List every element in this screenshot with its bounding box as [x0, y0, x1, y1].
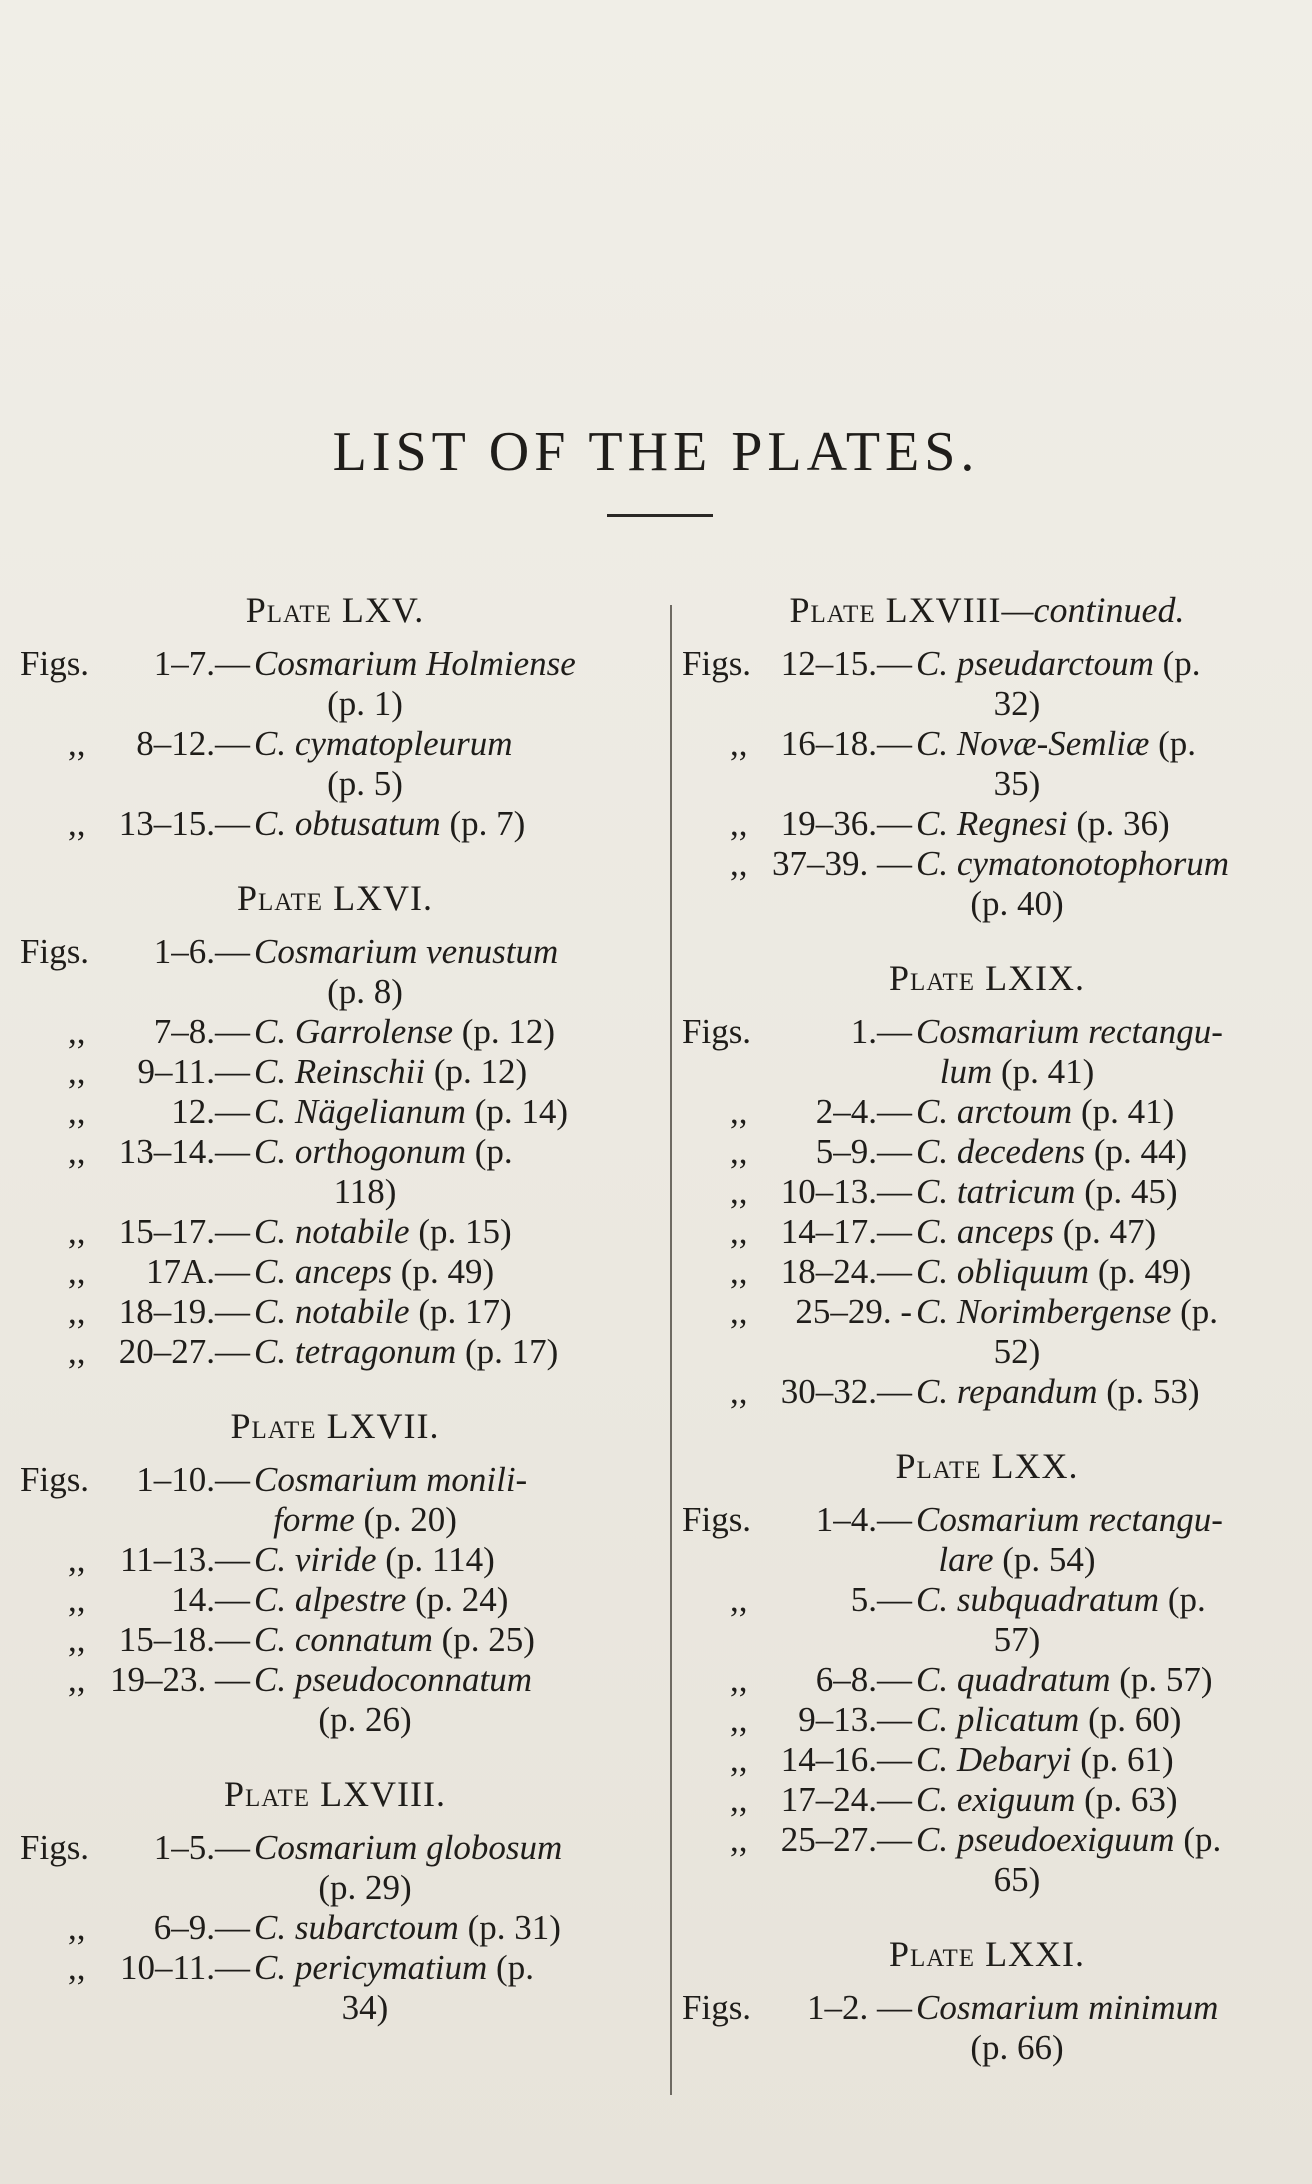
page-ref: (p. [1159, 1580, 1206, 1619]
plate-heading-continued: —continued. [1001, 590, 1185, 630]
figure-entry [682, 1988, 1292, 2028]
figure-description [916, 1740, 1292, 1780]
figure-numbers: 19–36.— [780, 804, 912, 843]
figure-description [916, 1172, 1292, 1212]
species-name: C. exiguum [916, 1780, 1076, 1819]
plate-section [20, 590, 650, 844]
entry-continuation [20, 1988, 650, 2028]
figure-entry [682, 1580, 1292, 1620]
figure-numbers: 1.— [850, 1012, 912, 1051]
plate-heading [682, 1934, 1292, 1974]
figure-description [254, 1212, 650, 1252]
page-ref-continued: (p. 66) [970, 2028, 1064, 2067]
plate-section [682, 958, 1292, 1412]
page-ref: (p. 15) [409, 1212, 512, 1251]
page-ref: (p. 24) [406, 1580, 509, 1619]
figure-description [916, 1372, 1292, 1412]
plate-section [682, 590, 1292, 924]
plate-section [682, 1934, 1292, 2068]
species-name: C. pseudoexiguum [916, 1820, 1175, 1859]
figure-entry [20, 1092, 650, 1132]
page-title: LIST OF THE PLATES. [332, 420, 980, 483]
figs-label: Figs. [20, 1460, 90, 1499]
figure-numbers: 18–24.— [780, 1252, 912, 1291]
ditto-mark: ,, [730, 1252, 748, 1291]
figure-entry [20, 1828, 650, 1868]
figure-entry [682, 724, 1292, 764]
figs-label: Figs. [682, 1012, 752, 1051]
figure-entry [20, 932, 650, 972]
plate-heading [682, 1446, 1292, 1486]
species-name: C. Garrolense [254, 1012, 453, 1051]
figs-label: Figs. [20, 1828, 90, 1867]
page-ref: (p. 60) [1079, 1700, 1182, 1739]
figure-description [916, 1012, 1292, 1052]
figure-entry [682, 1212, 1292, 1252]
species-name: Cosmarium Holmiense [254, 644, 576, 683]
ditto-mark: ,, [68, 1948, 86, 1987]
figure-numbers: 18–19.— [118, 1292, 250, 1331]
species-name: C. pseudoconnatum [254, 1660, 533, 1699]
figure-description [254, 1540, 650, 1580]
ditto-mark: ,, [68, 1580, 86, 1619]
figure-numbers: 17–24.— [780, 1780, 912, 1819]
figs-label: Figs. [682, 644, 752, 683]
species-name: C. arctoum [916, 1092, 1073, 1131]
figs-label: Figs. [682, 1500, 752, 1539]
page-ref: (p. 49) [392, 1252, 495, 1291]
species-name: C. notabile [254, 1292, 410, 1331]
figure-description [254, 1948, 650, 1988]
figure-entry [682, 1132, 1292, 1172]
figure-description [254, 1292, 650, 1332]
entry-continuation [682, 1332, 1292, 1372]
ditto-mark: ,, [68, 1292, 86, 1331]
species-name: C. connatum [254, 1620, 433, 1659]
page-ref: (p. 63) [1075, 1780, 1178, 1819]
plate-heading-label: Plate LXVI. [236, 878, 434, 918]
page-ref: (p. [487, 1948, 534, 1987]
figure-entry [682, 1012, 1292, 1052]
plate-heading-label: Plate LXIX. [888, 958, 1086, 998]
species-name: C. pseudarctoum [916, 644, 1154, 683]
entry-continuation [682, 1540, 1292, 1580]
page-ref-continued: 118) [333, 1172, 397, 1211]
species-name: C. quadratum [916, 1660, 1111, 1699]
entry-continuation [682, 884, 1292, 924]
figure-numbers: 1–10.— [136, 1460, 250, 1499]
species-name: Cosmarium globosum [254, 1828, 563, 1867]
figure-numbers: 12–15.— [780, 644, 912, 683]
ditto-mark: ,, [68, 1132, 86, 1171]
entry-continuation [20, 1500, 650, 1540]
page-ref-continued: (p. 40) [970, 884, 1064, 923]
page-ref-continued: 65) [993, 1860, 1041, 1899]
species-name: C. viride [254, 1540, 377, 1579]
ditto-mark: ,, [730, 1580, 748, 1619]
figure-description [254, 1092, 650, 1132]
figure-entry [682, 1780, 1292, 1820]
page-ref: (p. 25) [432, 1620, 535, 1659]
figure-numbers: 14–17.— [780, 1212, 912, 1251]
figure-numbers: 1–7.— [153, 644, 250, 683]
figure-numbers: 13–15.— [118, 804, 250, 843]
figure-entry [20, 1012, 650, 1052]
figure-entry [20, 1052, 650, 1092]
ditto-mark: ,, [730, 1740, 748, 1779]
figure-entry [682, 1660, 1292, 1700]
figure-description [916, 1252, 1292, 1292]
figure-entry [20, 1540, 650, 1580]
figure-description [254, 1580, 650, 1620]
figure-numbers: 1–4.— [815, 1500, 912, 1539]
figure-numbers: 5–9.— [815, 1132, 912, 1171]
figure-entry [20, 1132, 650, 1172]
figure-numbers: 30–32.— [780, 1372, 912, 1411]
ditto-mark: ,, [730, 1172, 748, 1211]
plate-heading [20, 1774, 650, 1814]
species-name: C. Nägelianum [254, 1092, 466, 1131]
figure-description [916, 1092, 1292, 1132]
figure-numbers: 19–23. — [110, 1660, 250, 1699]
ditto-mark: ,, [730, 1660, 748, 1699]
figure-entry [20, 804, 650, 844]
figure-numbers: 9–11.— [137, 1052, 250, 1091]
figure-numbers: 12.— [171, 1092, 250, 1131]
page-ref: (p. 17) [409, 1292, 512, 1331]
figure-description [254, 1012, 650, 1052]
figure-description [916, 1580, 1292, 1620]
species-name: Cosmarium rectangu- [916, 1012, 1223, 1051]
figure-entry [20, 1332, 650, 1372]
ditto-mark: ,, [68, 1332, 86, 1371]
figure-numbers: 5.— [850, 1580, 912, 1619]
figure-description [254, 1908, 650, 1948]
figure-entry [20, 1948, 650, 1988]
figure-numbers: 20–27.— [118, 1332, 250, 1371]
figure-entry [20, 1212, 650, 1252]
page-ref: (p. 12) [425, 1052, 528, 1091]
plate-heading [682, 590, 1292, 630]
plate-heading [682, 958, 1292, 998]
species-name: C. Debaryi [916, 1740, 1072, 1779]
figure-entry [682, 1292, 1292, 1332]
page-ref: (p. 7) [440, 804, 526, 843]
figure-numbers: 9–13.— [798, 1700, 912, 1739]
species-name: C. pericymatium [254, 1948, 488, 1987]
species-name: C. obliquum [916, 1252, 1090, 1291]
ditto-mark: ,, [68, 1092, 86, 1131]
plate-section [20, 1774, 650, 2028]
figure-description [916, 1660, 1292, 1700]
species-name: C. cymatopleurum [254, 724, 513, 763]
figure-numbers: 1–2. — [807, 1988, 912, 2027]
figure-numbers: 8–12.— [136, 724, 250, 763]
page-ref: (p. 57) [1110, 1660, 1213, 1699]
page-ref-continued: (p. 8) [327, 972, 403, 1011]
figure-description [254, 804, 650, 844]
page-ref: (p. 17) [456, 1332, 559, 1371]
figure-entry [20, 644, 650, 684]
figure-entry [20, 1292, 650, 1332]
figure-description [254, 1828, 650, 1868]
species-name: Cosmarium rectangu- [916, 1500, 1223, 1539]
ditto-mark: ,, [68, 1660, 86, 1699]
page-ref: (p. 31) [458, 1908, 561, 1947]
page-ref-continued: (p. 29) [318, 1868, 412, 1907]
ditto-mark: ,, [730, 1132, 748, 1171]
species-name: C. tatricum [916, 1172, 1076, 1211]
ditto-mark: ,, [730, 1372, 748, 1411]
plate-heading [20, 878, 650, 918]
figure-entry [20, 1620, 650, 1660]
page-ref-continued: 32) [993, 684, 1041, 723]
plate-heading-label: Plate LXVIII. [223, 1774, 447, 1814]
figure-numbers: 15–18.— [118, 1620, 250, 1659]
species-name: C. cymatonotophorum [916, 844, 1230, 883]
figure-numbers: 11–13.— [120, 1540, 250, 1579]
ditto-mark: ,, [730, 1292, 748, 1331]
figure-numbers: 6–9.— [153, 1908, 250, 1947]
page-ref-continued: (p. 26) [318, 1700, 412, 1739]
figure-entry [20, 1660, 650, 1700]
entry-continuation [682, 684, 1292, 724]
ditto-mark: ,, [730, 1780, 748, 1819]
figure-numbers: 10–13.— [780, 1172, 912, 1211]
entry-continuation [682, 764, 1292, 804]
figure-entry [682, 1372, 1292, 1412]
species-name: C. plicatum [916, 1700, 1080, 1739]
figs-label: Figs. [20, 932, 90, 971]
figure-numbers: 6–8.— [815, 1660, 912, 1699]
entry-continuation [20, 1700, 650, 1740]
species-name: C. subarctoum [254, 1908, 459, 1947]
figure-description [254, 1252, 650, 1292]
page-ref: (p. 36) [1067, 804, 1170, 843]
ditto-mark: ,, [68, 1540, 86, 1579]
ditto-mark: ,, [68, 1012, 86, 1051]
plate-heading-label: Plate LXXI. [888, 1934, 1086, 1974]
page-ref-continued: (p. 54) [993, 1540, 1096, 1579]
figure-description [254, 932, 650, 972]
page-ref-continued: (p. 5) [327, 764, 403, 803]
figure-numbers: 25–29. - [795, 1292, 912, 1331]
page-ref: (p. 61) [1071, 1740, 1174, 1779]
species-name: Cosmarium venustum [254, 932, 559, 971]
species-name: C. repandum [916, 1372, 1098, 1411]
figure-description [916, 1132, 1292, 1172]
species-name: C. Novæ-Semliæ [916, 724, 1150, 763]
figure-entry [682, 1092, 1292, 1132]
species-name: C. anceps [916, 1212, 1055, 1251]
page-ref: (p. 14) [465, 1092, 569, 1131]
figure-description [254, 1132, 650, 1172]
species-name-continued: lum [939, 1052, 993, 1091]
plate-heading [20, 1406, 650, 1446]
ditto-mark: ,, [730, 1700, 748, 1739]
figs-label: Figs. [682, 1988, 752, 2027]
plate-heading [20, 590, 650, 630]
figure-description [254, 644, 650, 684]
page-ref: (p. [1153, 644, 1201, 683]
page-ref: (p. 49) [1089, 1252, 1192, 1291]
figure-numbers: 13–14.— [118, 1132, 250, 1171]
entry-continuation [20, 764, 650, 804]
ditto-mark: ,, [730, 724, 748, 763]
species-name: C. anceps [254, 1252, 393, 1291]
figure-description [254, 1660, 650, 1700]
figure-numbers: 10–11.— [120, 1948, 250, 1987]
figure-description [916, 644, 1292, 684]
figure-numbers: 1–5.— [153, 1828, 250, 1867]
plate-heading-label: Plate LXVII. [230, 1406, 440, 1446]
ditto-mark: ,, [68, 804, 86, 843]
page-ref: (p. [1149, 724, 1196, 763]
page-ref-continued: 35) [993, 764, 1041, 803]
plate-heading-label: Plate LXV. [245, 590, 425, 630]
figure-description [254, 1620, 650, 1660]
ditto-mark: ,, [730, 844, 748, 883]
page-ref-continued: (p. 41) [992, 1052, 1095, 1091]
plate-section [20, 1406, 650, 1740]
figure-entry [682, 1252, 1292, 1292]
figure-entry [682, 1500, 1292, 1540]
figure-description [916, 1988, 1292, 2028]
page-ref: (p. 41) [1072, 1092, 1175, 1131]
figure-description [916, 724, 1292, 764]
figure-description [916, 1700, 1292, 1740]
right-column [682, 590, 1292, 2102]
figure-description [916, 1780, 1292, 1820]
figure-description [916, 804, 1292, 844]
species-name: C. Norimbergense [916, 1292, 1172, 1331]
figure-entry [20, 724, 650, 764]
plate-heading-label: Plate LXVIII [789, 590, 1002, 630]
figure-numbers: 14.— [171, 1580, 250, 1619]
figure-entry [682, 804, 1292, 844]
ditto-mark: ,, [730, 1212, 748, 1251]
species-name: C. Reinschii [254, 1052, 426, 1091]
figure-entry [682, 644, 1292, 684]
page-ref-continued: 57) [993, 1620, 1041, 1659]
column-divider [670, 605, 672, 2095]
figure-description [254, 1052, 650, 1092]
figure-numbers: 7–8.— [153, 1012, 250, 1051]
page-ref: (p. 47) [1054, 1212, 1157, 1251]
plate-section [682, 1446, 1292, 1900]
figure-description [254, 1460, 650, 1500]
entry-continuation [682, 1860, 1292, 1900]
page-ref-continued: 52) [993, 1332, 1041, 1371]
left-column [20, 590, 650, 2062]
figure-numbers: 16–18.— [780, 724, 912, 763]
species-name: C. orthogonum [254, 1132, 466, 1171]
page-ref: (p. [1174, 1820, 1222, 1859]
page-ref: (p. 114) [376, 1540, 495, 1579]
figure-description [916, 1500, 1292, 1540]
plate-heading-label: Plate LXX. [895, 1446, 1079, 1486]
figure-entry [682, 1820, 1292, 1860]
ditto-mark: ,, [730, 1092, 748, 1131]
species-name: C. alpestre [254, 1580, 407, 1619]
figure-numbers: 15–17.— [118, 1212, 250, 1251]
ditto-mark: ,, [68, 1212, 86, 1251]
ditto-mark: ,, [68, 1908, 86, 1947]
entry-continuation [20, 1868, 650, 1908]
entry-continuation [20, 684, 650, 724]
figure-entry [20, 1580, 650, 1620]
figure-description [916, 844, 1292, 884]
figure-entry [20, 1460, 650, 1500]
species-name: C. decedens [916, 1132, 1086, 1171]
ditto-mark: ,, [730, 1820, 748, 1859]
figure-entry [682, 1172, 1292, 1212]
entry-continuation [20, 972, 650, 1012]
ditto-mark: ,, [68, 1620, 86, 1659]
figure-description [916, 1820, 1292, 1860]
figure-numbers: 1–6.— [153, 932, 250, 971]
figure-description [254, 724, 650, 764]
figure-entry [682, 844, 1292, 884]
figure-description [916, 1292, 1292, 1332]
figure-numbers: 25–27.— [780, 1820, 912, 1859]
species-name: C. tetragonum [254, 1332, 457, 1371]
entry-continuation [682, 2028, 1292, 2068]
figure-numbers: 17A.— [145, 1252, 250, 1291]
species-name: C. subquadratum [916, 1580, 1160, 1619]
page-ref-continued: (p. 1) [327, 684, 403, 723]
figure-entry [682, 1700, 1292, 1740]
entry-continuation [682, 1620, 1292, 1660]
species-name: Cosmarium monili- [254, 1460, 528, 1499]
page-ref: (p. 53) [1097, 1372, 1200, 1411]
entry-continuation [20, 1172, 650, 1212]
figs-label: Figs. [20, 644, 90, 683]
page-ref: (p. 44) [1085, 1132, 1188, 1171]
plate-section [20, 878, 650, 1372]
page-ref: (p. 12) [452, 1012, 556, 1051]
ditto-mark: ,, [68, 1252, 86, 1291]
figure-entry [682, 1740, 1292, 1780]
figure-numbers: 37–39. — [772, 844, 912, 883]
title-rule [607, 514, 713, 517]
figure-entry [20, 1252, 650, 1292]
ditto-mark: ,, [730, 804, 748, 843]
ditto-mark: ,, [68, 724, 86, 763]
species-name: C. Regnesi [916, 804, 1068, 843]
figure-description [254, 1332, 650, 1372]
species-name: C. notabile [254, 1212, 410, 1251]
page-ref: (p. [1171, 1292, 1219, 1331]
page-ref-continued: (p. 20) [354, 1500, 457, 1539]
figure-numbers: 2–4.— [815, 1092, 912, 1131]
ditto-mark: ,, [68, 1052, 86, 1091]
species-name-continued: forme [273, 1500, 355, 1539]
entry-continuation [682, 1052, 1292, 1092]
figure-description [916, 1212, 1292, 1252]
figure-entry [20, 1908, 650, 1948]
page-ref: (p. 45) [1075, 1172, 1178, 1211]
figure-numbers: 14–16.— [780, 1740, 912, 1779]
species-name: C. obtusatum [254, 804, 441, 843]
page-ref: (p. [465, 1132, 513, 1171]
page-ref-continued: 34) [341, 1988, 389, 2027]
species-name-continued: lare [938, 1540, 994, 1579]
species-name: Cosmarium minimum [916, 1988, 1219, 2027]
